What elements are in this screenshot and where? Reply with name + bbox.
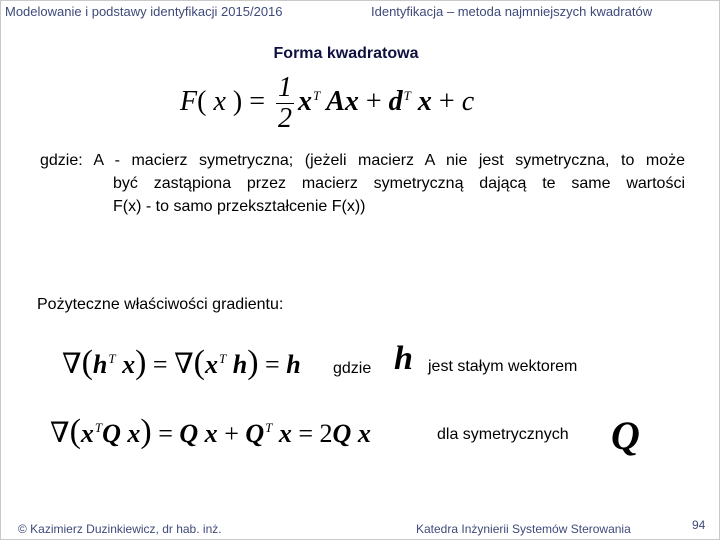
note-gdzie: gdzie [333,360,372,377]
footer-author: © Kazimierz Duzinkiewicz, dr hab. inż. [18,522,222,536]
description-line-2: być zastąpiona przez macierz symetryczną dającą te same wartości [113,175,685,192]
header-course-title: Modelowanie i podstawy identyfikacji 2015/2016 [5,4,283,19]
matrix-description [40,149,685,218]
page-number: 94 [692,518,706,532]
header-topic-title: Identyfikacja – metoda najmniejszych kwadratów [371,4,653,19]
description-line-3: F(x) - to samo przekształcenie F(x)) [113,198,366,215]
gradient-formula-linear: $\nabla(h^T$ $x) = \nabla(x^T$ h) = h [62,344,301,381]
gradient-properties-heading: Pożyteczne właściwości gradientu: [37,296,284,313]
note-constant-vector: jest stałym wektorem [428,358,578,375]
quadratic-form-equation: F( x ) = $\frac{1}{2}$ $x^T$ $Ax + d^T$ x + c [180,72,475,134]
description-line-1: gdzie: A - macierz symetryczna; (jeżeli macierz A nie jest symetryczna, to może [40,152,685,169]
gradient-formula-quadratic: $\nabla(x^TQ$ x) = Q $x + Q^T$ x = 2Q x [50,413,371,450]
vector-h-symbol: h [394,340,413,377]
note-symmetric: dla symetrycznych [437,426,569,443]
slide-title: Forma kwadratowa [273,45,419,62]
matrix-q-symbol: Q [611,413,640,458]
footer-department: Katedra Inżynierii Systemów Sterowania [416,522,631,536]
